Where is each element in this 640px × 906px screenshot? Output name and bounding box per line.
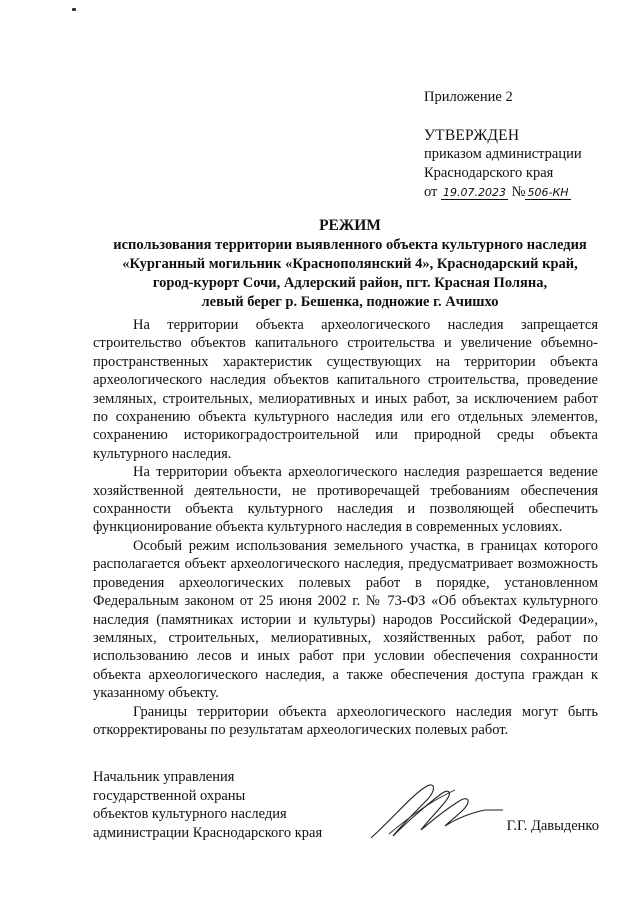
signer-position-line-4: администрации Краснодарского края: [93, 824, 323, 841]
handwritten-number: 506-КН: [527, 186, 569, 199]
document-title: [60, 216, 640, 312]
title-line-1: использования территории выявленного объекта культурного наследия: [113, 237, 587, 253]
body-paragraph-1: На территории объекта археологического наследия запрещается строительство объектов капитального строительства и увеличение объемно-пространственных характеристик существующих на территории объекта археологического наследия объектов капитального строительства, проведение земляных, строительных, мелиоративных и иных работ, за исключением работ по сохранению объекта культурного наследия или его отдельных элементов, сохранению историкоградостроительной или природной среды объекта культурного наследия.: [93, 317, 598, 462]
title-line-4: левый берег р. Бешенка, подножие г. Ачишхо: [201, 294, 499, 310]
approval-line-1: приказом администрации: [424, 146, 582, 162]
number-prefix: №: [511, 184, 526, 200]
handwritten-signature: [365, 776, 505, 846]
document-body: [93, 316, 598, 739]
signer-position-line-2: государственной охраны: [93, 787, 246, 804]
signer-position-line-1: Начальник управления: [93, 769, 235, 785]
approval-stamp-block: [424, 88, 624, 202]
title-line-3: город-курорт Сочи, Адлерский район, пгт. Красная Поляна,: [152, 275, 548, 291]
approved-heading: УТВЕРЖДЕН: [424, 127, 520, 144]
approval-date-line: [424, 183, 624, 202]
title-heading: РЕЖИМ: [319, 217, 381, 234]
body-paragraph-3: Особый режим использования земельного участка, в границах которого располагается объект археологического наследия, предусматривает возможность проведения археологических полевых работ в порядке, установленном Федеральным законом от 25 июня 2002 г. № 73-ФЗ «Об объектах культурного наследия (памятниках истории и культуры) народов Российской Федерации», земляных, строительных, мелиоративных, хозяйственных работ, работ по использованию лесов и иных работ при условии обеспечения сохранности объекта археологического наследия, а также обеспечения доступа граждан к указанному объекту.: [93, 537, 598, 702]
signer-position-line-3: объектов культурного наследия: [93, 806, 287, 822]
annex-label: Приложение 2: [424, 89, 513, 105]
body-paragraph-2: На территории объекта археологического наследия разрешается ведение хозяйственной деятельности, не противоречащей требованиям обеспечения сохранности объекта культурного наследия и позволяющей обеспечить функционирование объекта культурного наследия в современных условиях.: [93, 464, 598, 536]
scan-speck: [72, 8, 76, 11]
handwritten-date: 19.07.2023: [443, 186, 507, 199]
signer-name: Г.Г. Давыденко: [506, 818, 599, 834]
date-prefix: от: [424, 184, 438, 200]
signature-block: [93, 768, 603, 848]
approval-line-2: Краснодарского края: [424, 165, 554, 181]
body-paragraph-4: Границы территории объекта археологического наследия могут быть откорректированы по результатам археологических полевых работ.: [93, 703, 598, 738]
title-line-2: «Курганный могильник «Краснополянский 4», Краснодарский край,: [122, 256, 578, 272]
